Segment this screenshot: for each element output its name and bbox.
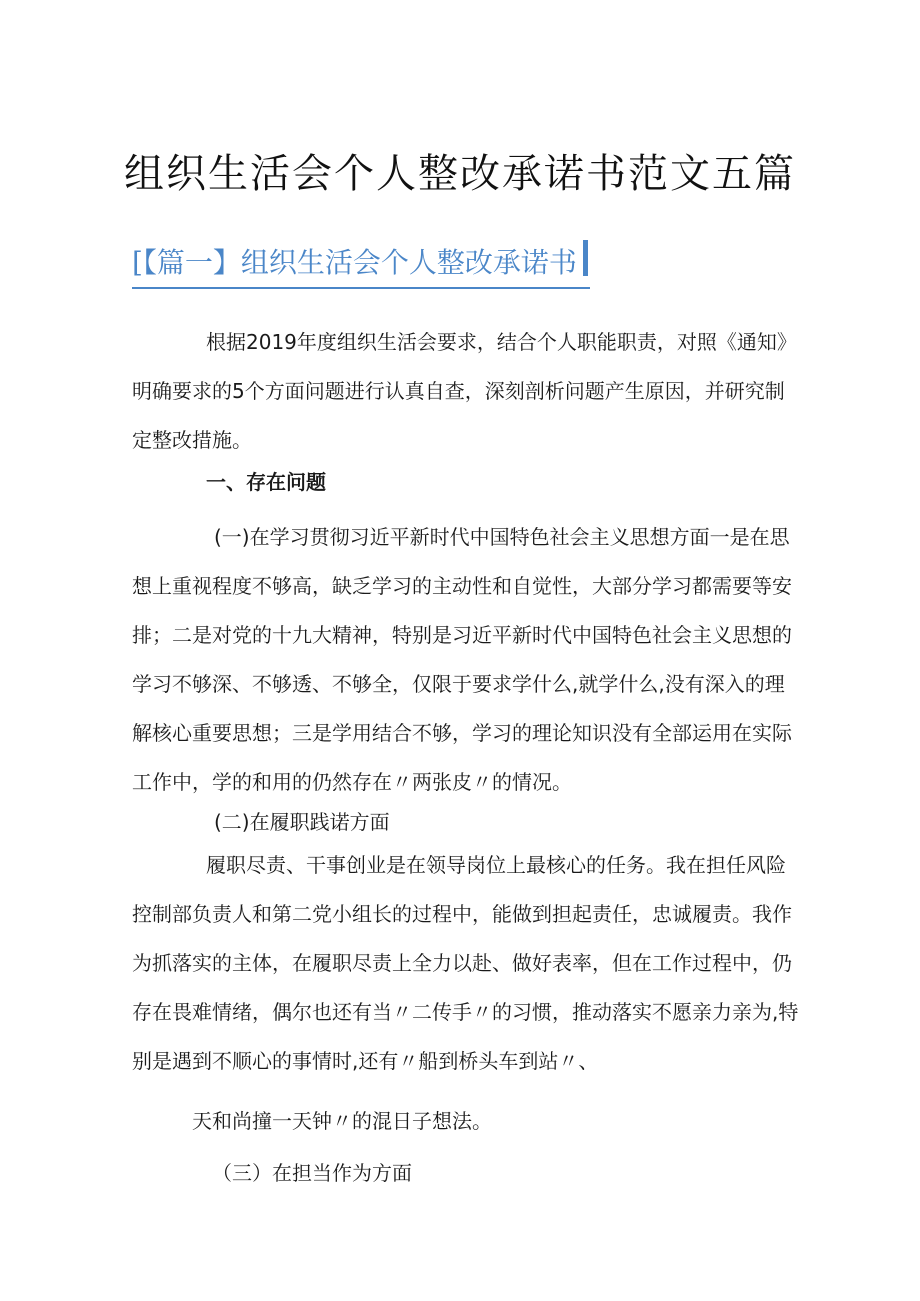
part1-heading: 一、存在问题: [206, 470, 326, 494]
item2-heading: (二)在履职践诺方面: [214, 810, 390, 834]
item2-continuation: 天和尚撞一天钟〃的混日子想法。: [192, 1109, 492, 1133]
document-title: 组织生活会个人整改承诺书范文五篇: [124, 151, 796, 197]
intro-paragraph: 根据2019年度组织生活会要求，结合个人职能职责，对照《通知》明确要求的5个方面问题进行认真自查，深刻剖析问题产生原因，并研究制定整改措施。: [132, 330, 797, 452]
section-heading-text: [【篇一】组织生活会个人整改承诺书: [132, 246, 577, 279]
item3-heading: （三）在担当作为方面: [212, 1161, 412, 1185]
section-heading[interactable]: [132, 240, 590, 289]
item1-paragraph: (一)在学习贯彻习近平新时代中国特色社会主义思想方面一是在思想上重视程度不够高，缺乏学习的主动性和自觉性，大部分学习都需要等安排；二是对党的十九大精神，特别是习近平新时代中国特色社会主义思想的学习不够深、不够透、不够全，仅限于要求学什么,就学什么,没有深入的理解核心重要思想；三是学用结合不够，学习的理论知识没有全部运用在实际工作中，学的和用的仍然存在〃两张皮〃的情况。: [132, 525, 792, 794]
heading-bar-marker: [583, 240, 588, 276]
item2-paragraph: 履职尽责、干事创业是在领导岗位上最核心的任务。我在担任风险控制部负责人和第二党小组长的过程中，能做到担起责任，忠诚履责。我作为抓落实的主体，在履职尽责上全力以赴、做好表率，但在工作过程中，仍存在畏难情绪，偶尔也还有当〃二传手〃的习惯，推动落实不愿亲力亲为,特别是遇到不顺心的事情时,还有〃船到桥头车到站〃、: [132, 853, 799, 1073]
